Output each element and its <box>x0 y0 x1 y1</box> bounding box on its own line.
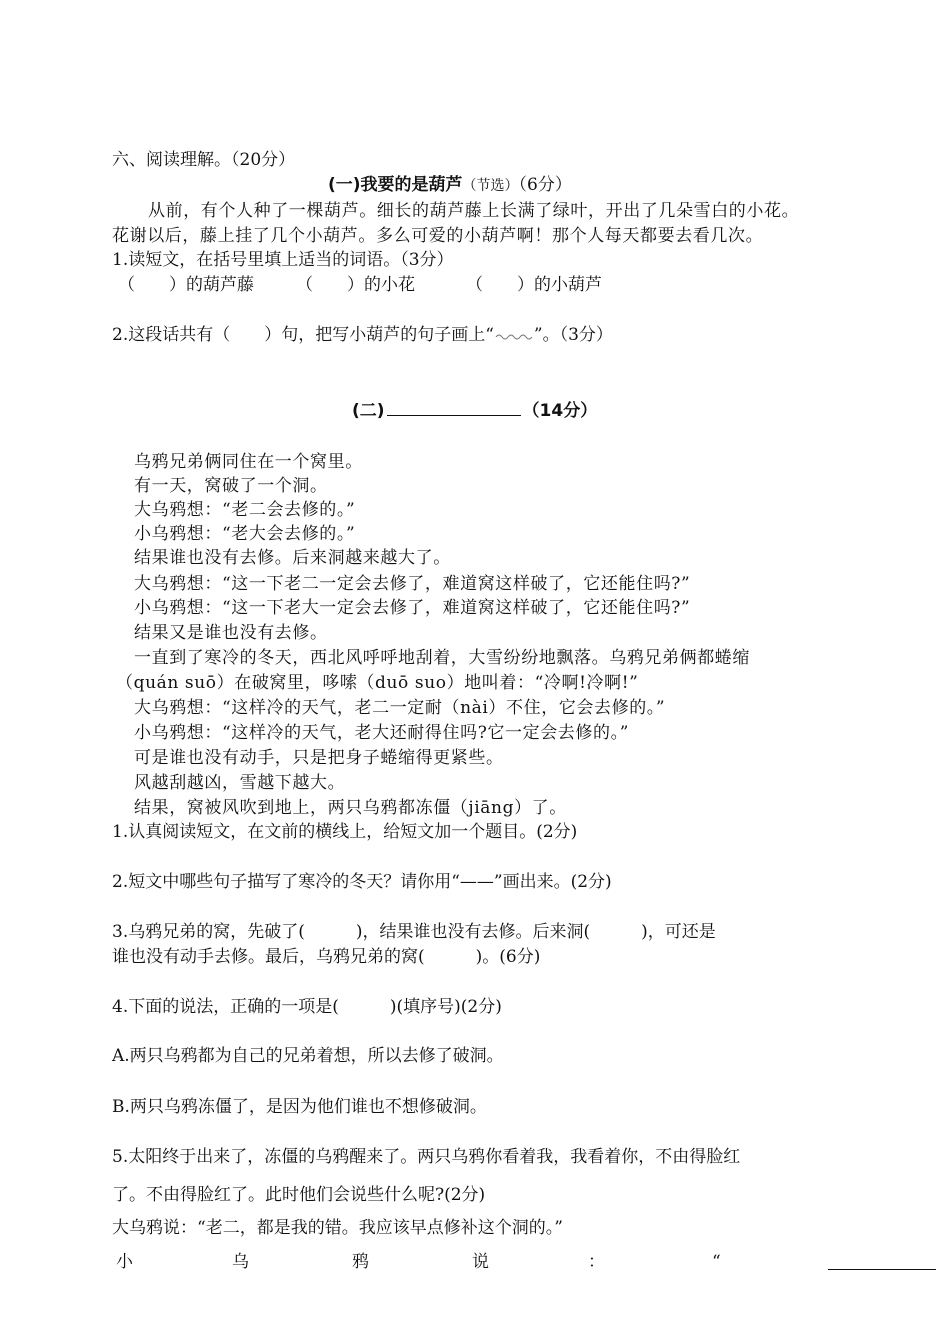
part2-passage-line: （quán suō）在破窝里，哆嗦（duō suo）地叫着：“冷啊!冷啊!” <box>116 673 639 693</box>
part2-title-blank[interactable] <box>387 399 521 416</box>
part2-passage-line: 小乌鸦想：“老大会去修的。” <box>134 524 356 544</box>
part2-q5-small-char: 说 <box>472 1252 489 1272</box>
part2-passage-line: 小乌鸦想：“这一下老大一定会去修了，难道窝这样破了，它还能住吗?” <box>134 598 691 618</box>
part2-passage-line: 乌鸦兄弟俩同住在一个窝里。 <box>134 452 363 472</box>
part2-q5-small-char: ： <box>588 1252 605 1272</box>
part2-passage-line: 结果，窝被风吹到地上，两只乌鸦都冻僵（jiāng）了。 <box>134 798 567 818</box>
part1-title-main: 我要的是葫芦 <box>360 175 463 195</box>
part2-passage-line: 小乌鸦想：“这样冷的天气，老大还耐得住吗?它一定会去修的。” <box>134 723 629 743</box>
part2-q4-option-a: A.两只乌鸦都为自己的兄弟着想，所以去修了破洞。 <box>112 1046 504 1066</box>
part1-q1-blank-2[interactable]: （ ）的小花 <box>296 275 415 295</box>
part2-passage-line: 大乌鸦想：“这样冷的天气，老二一定耐（nài）不住，它会去修的。” <box>134 698 666 718</box>
part2-question-5-line2: 了。不由得脸红了。此时他们会说些什么呢?(2分) <box>112 1185 486 1205</box>
part2-q5-small-char: 鸦 <box>352 1252 369 1272</box>
part2-passage-line: 风越刮越凶，雪越下越大。 <box>134 773 346 793</box>
part1-question-1: 1.读短文，在括号里填上适当的词语。（3分） <box>112 250 454 270</box>
part1-passage-line1: 从前，有个人种了一棵葫芦。细长的葫芦藤上长满了绿叶，开出了几朵雪白的小花。 <box>148 201 800 221</box>
part1-title <box>328 174 572 197</box>
part2-title <box>352 399 597 422</box>
part2-q5-small-char: 乌 <box>232 1252 249 1272</box>
part1-title-score: （6分） <box>518 175 572 195</box>
part2-title-prefix: (二) <box>352 401 385 421</box>
part2-question-1: 1.认真阅读短文，在文前的横线上，给短文加一个题目。(2分) <box>112 822 578 842</box>
part1-title-note: （节选） <box>462 178 519 194</box>
part2-q4-option-b: B.两只乌鸦冻僵了，是因为他们谁也不想修破洞。 <box>112 1097 487 1117</box>
part2-question-2: 2.短文中哪些句子描写了寒冷的冬天？请你用“——”画出来。(2分) <box>112 872 612 892</box>
part2-q5-small-char: “ <box>712 1252 721 1272</box>
part2-passage-line: 一直到了寒冷的冬天，西北风呼呼地刮着，大雪纷纷地飘落。乌鸦兄弟俩都蜷缩 <box>134 648 750 668</box>
part2-passage-line: 结果又是谁也没有去修。 <box>134 623 328 643</box>
part1-q1-blank-1[interactable]: （ ）的葫芦藤 <box>118 275 254 295</box>
part2-passage-line: 结果谁也没有去修。后来洞越来越大了。 <box>134 548 451 568</box>
part2-passage-line: 可是谁也没有动手，只是把身子蜷缩得更紧些。 <box>134 748 504 768</box>
part2-q5-answer-line[interactable] <box>828 1269 936 1270</box>
part2-question-4: 4.下面的说法，正确的一项是( )(填序号)(2分) <box>112 997 502 1017</box>
part2-question-3-line1: 3.乌鸦兄弟的窝，先破了( )，结果谁也没有去修。后来洞( )，可还是 <box>112 922 716 942</box>
part2-passage-line: 大乌鸦想：“这一下老二一定会去修了，难道窝这样破了，它还能住吗?” <box>134 574 691 594</box>
part2-q5-big-crow-answer: 大乌鸦说：“老二，都是我的错。我应该早点修补这个洞的。” <box>112 1218 563 1238</box>
part2-q5-small-char: 小 <box>116 1252 133 1272</box>
part1-q1-blank-3[interactable]: （ ）的小葫芦 <box>466 275 602 295</box>
wavy-underline-icon <box>494 331 534 341</box>
part2-question-3-line2: 谁也没有动手去修。最后，乌鸦兄弟的窝( )。(6分) <box>112 947 541 967</box>
part2-passage-line: 有一天，窝破了一个洞。 <box>134 476 328 496</box>
section-heading: 六、阅读理解。（20分） <box>112 150 296 170</box>
part1-question-2 <box>112 324 613 346</box>
part2-question-5-line1: 5.太阳终于出来了，冻僵的乌鸦醒来了。两只乌鸦你看着我，我看着你，不由得脸红 <box>112 1147 741 1167</box>
part1-q2-text-1: 2.这段话共有（ ）句，把写小葫芦的句子画上“ <box>112 325 494 345</box>
part2-title-score: （14分） <box>522 401 598 421</box>
part1-passage-line2: 花谢以后，藤上挂了几个小葫芦。多么可爱的小葫芦啊！那个人每天都要去看几次。 <box>112 226 764 246</box>
part1-title-prefix: (一) <box>328 175 361 195</box>
part1-q2-text-2: ”。（3分） <box>533 325 613 345</box>
part2-passage-line: 大乌鸦想：“老二会去修的。” <box>134 500 356 520</box>
